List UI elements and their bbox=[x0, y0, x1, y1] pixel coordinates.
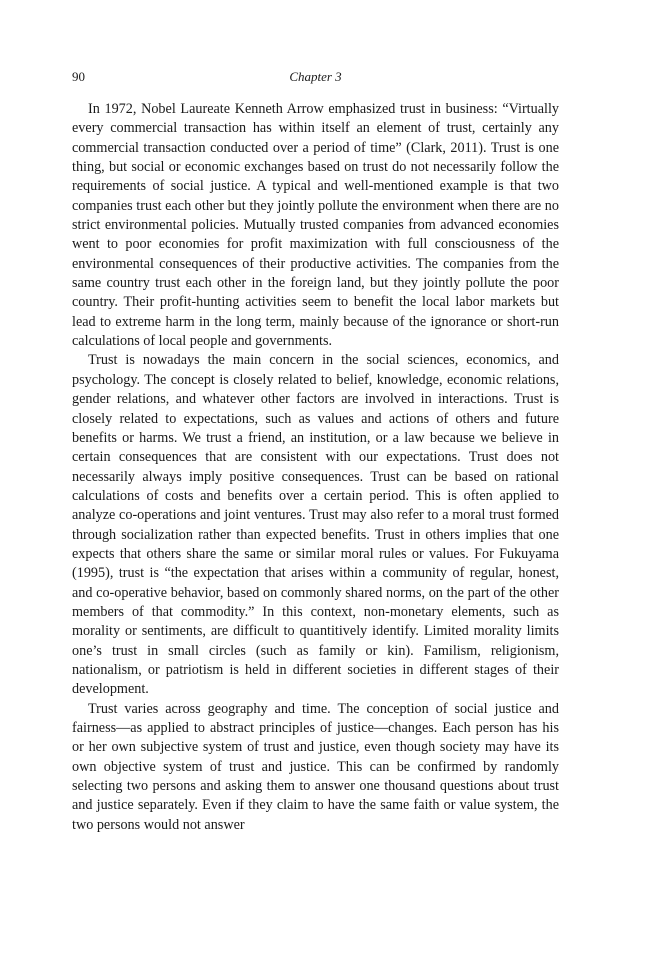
chapter-title: Chapter 3 bbox=[289, 69, 342, 84]
page-number: 90 bbox=[72, 69, 85, 84]
paragraph-arrow-trust: In 1972, Nobel Laureate Kenneth Arrow emphasized trust in business: “Virtually every commercial transaction has within itself an element of trust, certainly any commercial transaction conducted over a period of time” (Clark, 2011). Trust is one thing, but social or economic exchanges based on trust do not necessarily follow the requirements of social justice. A typical and well-mentioned example is that two companies trust each other but they jointly pollute the environment when there are no strict environmental policies. Mutually trusted companies from advanced economies went to poor economies for profit maximization with full consciousness of the environmental consequences of their productive activities. The companies from the same country trust each other in the foreign land, but they jointly pollute the poor country. Their profit-hunting activities seem to benefit the local labor markets but lead to extreme harm in the long term, mainly because of the ignorance or short-run calculations of local people and governments. bbox=[72, 101, 559, 350]
running-head bbox=[72, 66, 559, 88]
paragraph-trust-social-sciences: Trust is nowadays the main concern in the social sciences, economics, and psychology. The concept is closely related to belief, knowledge, economic relations, gender relations, and whatever other factors are involved in interactions. Trust is closely related to expectations, such as values and actions of others and future benefits or harms. We trust a friend, an institution, or a law because we believe in certain consequences that are consistent with our expectations. Trust does not necessarily always imply positive consequences. Trust can be based on rational calculations of costs and benefits over a certain period. This is often applied to analyze co-operations and joint ventures. Trust may also refer to a moral trust formed through socialization rather than expected benefits. Trust in others implies that one expects that others share the same or similar moral rules or values. For Fukuyama (1995), trust is “the expectation that arises within a community of regular, honest, and co-operative behavior, based on commonly shared norms, on the part of the other members of that commodity.” In this context, non-monetary elements, such as morality or sentiments, are difficult to quantitively identify. Limited morality limits one’s trust in small circles (such as family or kin). Familism, religionism, nationalism, or patriotism is held in different societies in different stages of their development. bbox=[72, 352, 559, 698]
book-page bbox=[72, 66, 559, 835]
paragraph-trust-geography-time: Trust varies across geography and time. The conception of social justice and fairness—as applied to abstract principles of justice—changes. Each person has his or her own subjective system of trust and justice, even though society may have its own objective system of trust and justice. This can be confirmed by randomly selecting two persons and asking them to answer one thousand questions about trust and justice separately. Even if they claim to have the same faith or value system, the two persons would not answer bbox=[72, 700, 559, 833]
body-text bbox=[72, 100, 559, 835]
